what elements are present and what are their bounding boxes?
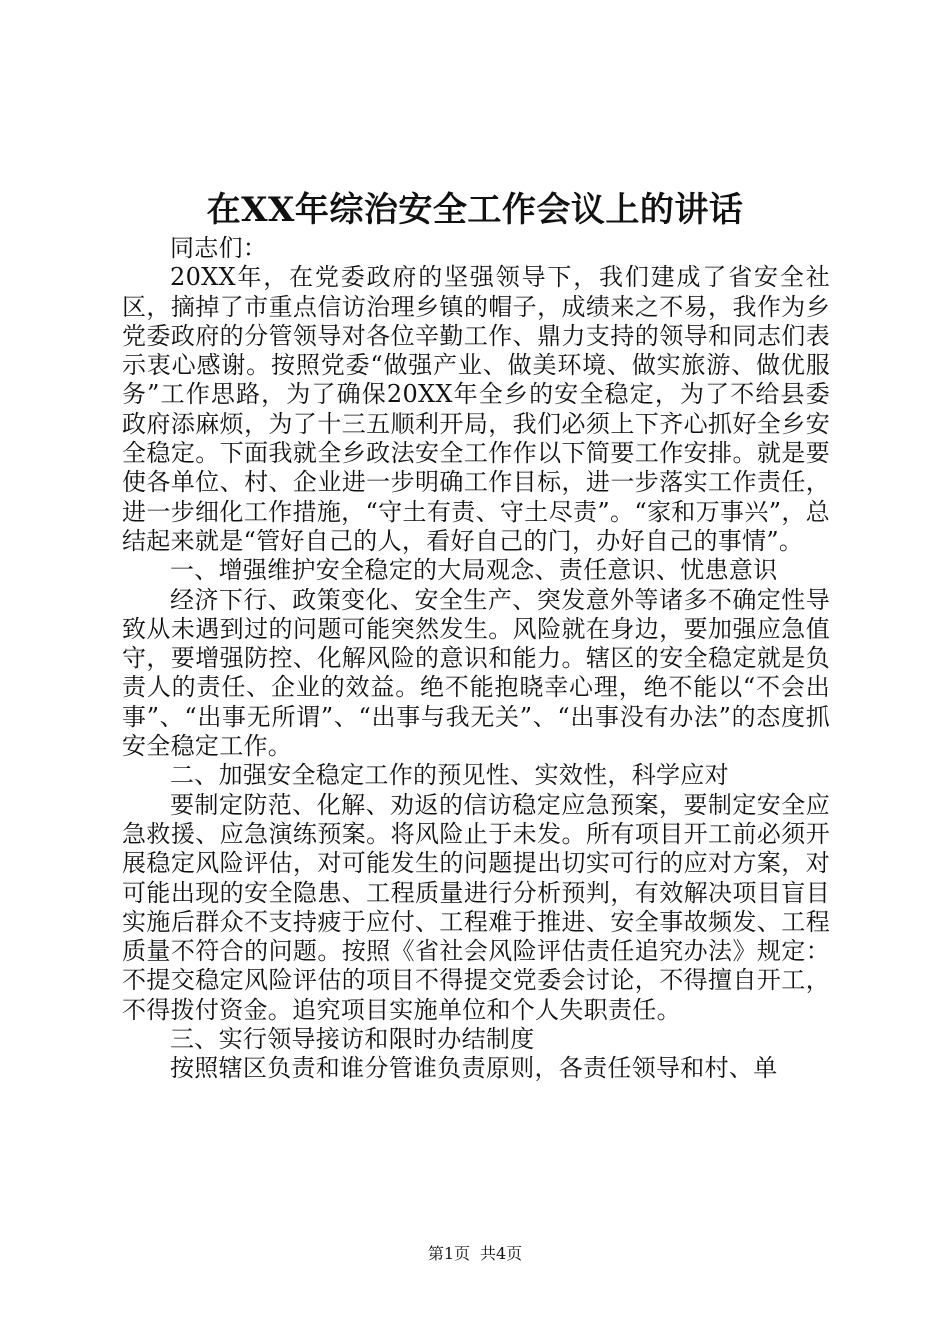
page-footer <box>0 1243 950 1265</box>
section-heading-1: 一、增强维护安全稳定的大局观念、责任意识、忧患意识 <box>170 556 778 585</box>
paragraph-section-3: 按照辖区负责和谁分管谁负责原则，各责任领导和村、单 <box>170 1054 778 1083</box>
paragraph-intro: 20XX年，在党委政府的坚强领导下，我们建成了省安全社区，摘掉了市重点信访治理乡镇的帽子，成绩来之不易，我作为乡党委政府的分管领导对各位辛勤工作、鼎力支持的领导和同志们表示衷心感谢。按照党委“做强产业、做美环境、做实旅游、做优服务”工作思路，为了确保20XX年全乡的安全稳定，为了不给县委政府添麻烦，为了十三五顺利开局，我们必须上下齐心抓好全乡安全稳定。下面我就全乡政法安全工作作以下简要工作安排。就是要使各单位、村、企业进一步明确工作目标，进一步落实工作责任，进一步细化工作措施，“守土有责、守土尽责”。“家和万事兴”，总结起来就是“管好自己的人，看好自己的门，办好自己的事情”。 <box>122 263 830 555</box>
section-heading-2: 二、加强安全稳定工作的预见性、实效性，科学应对 <box>170 761 729 790</box>
document-body <box>122 234 830 1084</box>
document-title: 在XX年综治安全工作会议上的讲话 <box>206 190 744 230</box>
page-number-total: 共4页 <box>480 1244 523 1263</box>
salutation: 同志们： <box>170 234 268 262</box>
section-heading-3: 三、实行领导接访和限时办结制度 <box>170 1025 535 1054</box>
paragraph-section-2: 要制定防范、化解、劝返的信访稳定应急预案，要制定安全应急救援、应急演练预案。将风险止于未发。所有项目开工前必须开展稳定风险评估，对可能发生的问题提出切实可行的应对方案，对可能出现的安全隐患、工程质量进行分析预判，有效解决项目盲目实施后群众不支持疲于应付、工程难于推进、安全事故频发、工程质量不符合的问题。按照《省社会风险评估责任追究办法》规定：不提交稳定风险评估的项目不得提交党委会讨论，不得擅自开工，不得拨付资金。追究项目实施单位和个人失职责任。 <box>122 790 830 1024</box>
paragraph-section-1: 经济下行、政策变化、安全生产、突发意外等诸多不确定性导致从未遇到过的问题可能突然发生。风险就在身边，要加强应急值守，要增强防控、化解风险的意识和能力。辖区的安全稳定就是负责人的责任、企业的效益。绝不能抱晓幸心理，绝不能以“不会出事”、“出事无所谓”、“出事与我无关”、“出事没有办法”的态度抓安全稳定工作。 <box>122 585 830 761</box>
page-number-current: 第1页 <box>427 1244 470 1263</box>
